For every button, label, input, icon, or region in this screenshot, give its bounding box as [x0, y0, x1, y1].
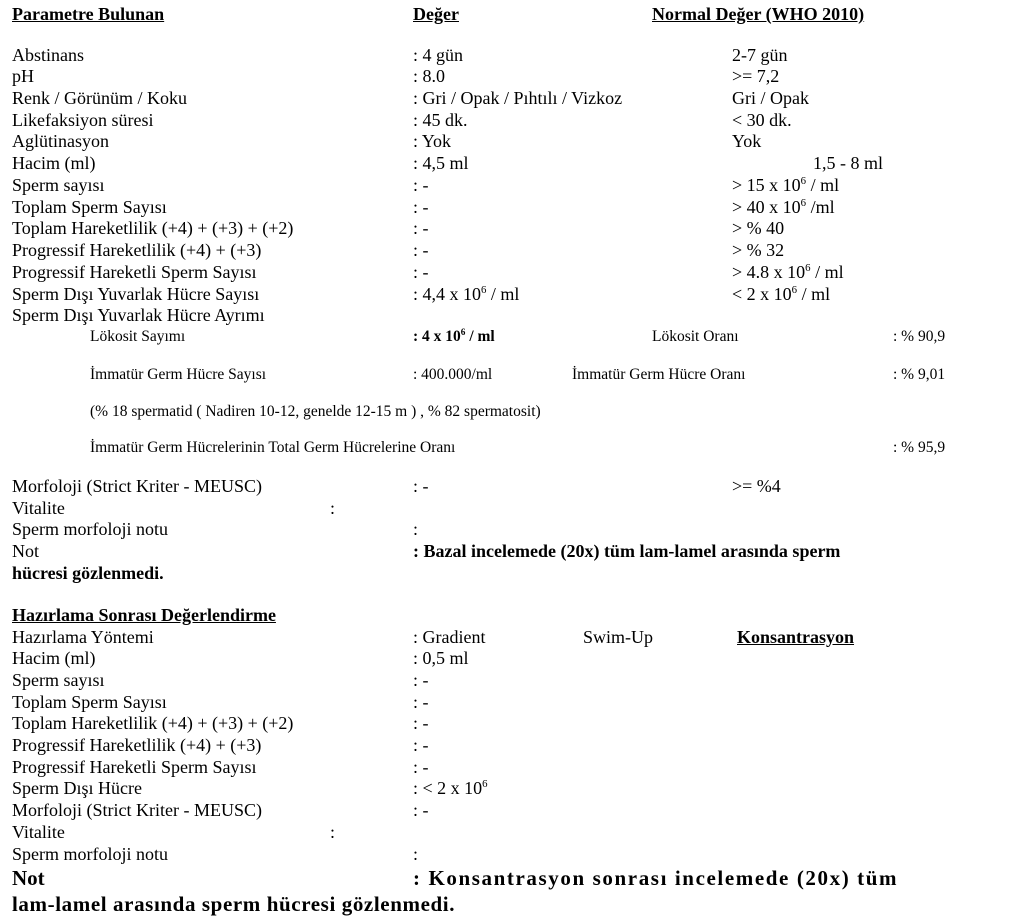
row-normal: >= %4: [732, 476, 781, 496]
lokosit-label: Lökosit Sayımı: [90, 328, 186, 345]
row-value: : -: [413, 800, 429, 820]
row-label: Sperm sayısı: [12, 175, 105, 195]
row-label: Abstinans: [12, 45, 84, 65]
row-value: : -: [413, 240, 429, 260]
header-parameter: Parametre Bulunan: [12, 4, 165, 24]
row-value: : 45 dk.: [413, 110, 468, 130]
row-label: Progressif Hareketlilik (+4) + (+3): [12, 240, 262, 260]
row-value: : -: [413, 175, 429, 195]
immatur-value: : 400.000/ml: [413, 366, 493, 383]
row-label: Sperm Dışı Yuvarlak Hücre Ayrımı: [12, 305, 265, 325]
row-label: Aglütinasyon: [12, 131, 109, 151]
row-value: : -: [413, 735, 429, 755]
row-value: :: [413, 844, 419, 864]
row-value: :: [413, 519, 419, 539]
row-label: Sperm sayısı: [12, 670, 105, 690]
row-value: : Gri / Opak / Pıhtılı / Vizkoz: [413, 88, 623, 108]
row-value: : Bazal incelemede (20x) tüm lam-lamel arasında sperm: [413, 541, 841, 561]
row-label: Progressif Hareketlilik (+4) + (+3): [12, 735, 262, 755]
row-label: Toplam Sperm Sayısı: [12, 692, 167, 712]
row-value: : < 2 x $10^6$: [413, 778, 488, 798]
row-label: Progressif Hareketli Sperm Sayısı: [12, 757, 257, 777]
section2-title: Hazırlama Sonrası Değerlendirme: [12, 605, 276, 625]
row-normal: > % 32: [732, 240, 785, 260]
spermatid-note: (% 18 spermatid ( Nadiren 10-12, genelde 12-15 m ) , % 82 spermatosit): [90, 403, 541, 420]
row-normal: 2-7 gün: [732, 45, 788, 65]
row-value: : 8.0: [413, 66, 446, 86]
row-label: Morfoloji (Strict Kriter - MEUSC): [12, 800, 262, 820]
row-colon: :: [330, 498, 336, 518]
row-normal: > 15 x $10^6$ / ml: [732, 175, 840, 195]
row-value: : -: [413, 197, 429, 217]
total-germ-value: : % 95,9: [893, 439, 946, 456]
method-label: Hazırlama Yöntemi: [12, 627, 154, 647]
immatur-oran-value: : % 9,01: [893, 366, 946, 383]
row-label: Toplam Sperm Sayısı: [12, 197, 167, 217]
row-colon: :: [330, 822, 336, 842]
row-label: Likefaksiyon süresi: [12, 110, 154, 130]
row-value: : 4 gün: [413, 45, 464, 65]
not2-continuation: lam-lamel arasında sperm hücresi gözlenmedi.: [12, 892, 456, 916]
row-label: Toplam Hareketlilik (+4) + (+3) + (+2): [12, 218, 294, 238]
header-value: Değer: [413, 4, 459, 24]
row-normal: < 30 dk.: [732, 110, 792, 130]
immatur-label: İmmatür Germ Hücre Sayısı: [90, 366, 267, 383]
row-value: : -: [413, 757, 429, 777]
row-label: pH: [12, 66, 34, 86]
row-normal: >= 7,2: [732, 66, 780, 86]
row-normal: > 4.8 x $10^6$ / ml: [732, 262, 844, 282]
row-label: Sperm Dışı Yuvarlak Hücre Sayısı: [12, 284, 260, 304]
row-label: Vitalite: [12, 498, 65, 518]
not2-value: : Konsantrasyon sonrası incelemede (20x) tüm: [413, 866, 899, 890]
row-value: : -: [413, 476, 429, 496]
row-normal: Yok: [732, 131, 762, 151]
method-swimup: Swim-Up: [583, 627, 654, 647]
row-label: Progressif Hareketli Sperm Sayısı: [12, 262, 257, 282]
row-value: : -: [413, 713, 429, 733]
lokosit-value: : 4 x $10^6$ / ml: [413, 327, 495, 345]
row-label: Hacim (ml): [12, 648, 96, 668]
lokosit-oran-value: : % 90,9: [893, 328, 946, 345]
row-value: : 4,5 ml: [413, 153, 469, 173]
lokosit-oran-label: Lökosit Oranı: [652, 328, 739, 345]
immatur-oran-label: İmmatür Germ Hücre Oranı: [572, 366, 746, 383]
row-value: : 4,4 x $10^6$ / ml: [413, 284, 520, 304]
row-label: Renk / Görünüm / Koku: [12, 88, 187, 108]
row-normal: 1,5 - 8 ml: [813, 153, 883, 173]
not-continuation: hücresi gözlenmedi.: [12, 563, 164, 583]
method-konsantrasyon: Konsantrasyon: [737, 627, 855, 647]
header-normal: Normal Değer (WHO 2010): [652, 4, 865, 24]
row-normal: > % 40: [732, 218, 785, 238]
row-value: : -: [413, 262, 429, 282]
row-value: : -: [413, 218, 429, 238]
row-normal: < 2 x $10^6$ / ml: [732, 284, 831, 304]
row-label: Hacim (ml): [12, 153, 96, 173]
row-value: : -: [413, 670, 429, 690]
row-label: Sperm morfoloji notu: [12, 519, 168, 539]
total-germ-label: İmmatür Germ Hücrelerinin Total Germ Hücrelerine Oranı: [90, 439, 456, 456]
row-label: Morfoloji (Strict Kriter - MEUSC): [12, 476, 262, 496]
row-label: Sperm Dışı Hücre: [12, 778, 142, 798]
row-value: : Yok: [413, 131, 452, 151]
row-value: : -: [413, 692, 429, 712]
not2-label: Not: [12, 866, 45, 890]
row-normal: Gri / Opak: [732, 88, 809, 108]
row-label: Toplam Hareketlilik (+4) + (+3) + (+2): [12, 713, 294, 733]
row-normal: > 40 x $10^6$ /ml: [732, 197, 835, 217]
row-label: Vitalite: [12, 822, 65, 842]
method-gradient: : Gradient: [413, 627, 486, 647]
row-label: Sperm morfoloji notu: [12, 844, 168, 864]
row-value: : 0,5 ml: [413, 648, 469, 668]
row-label: Not: [12, 541, 39, 561]
